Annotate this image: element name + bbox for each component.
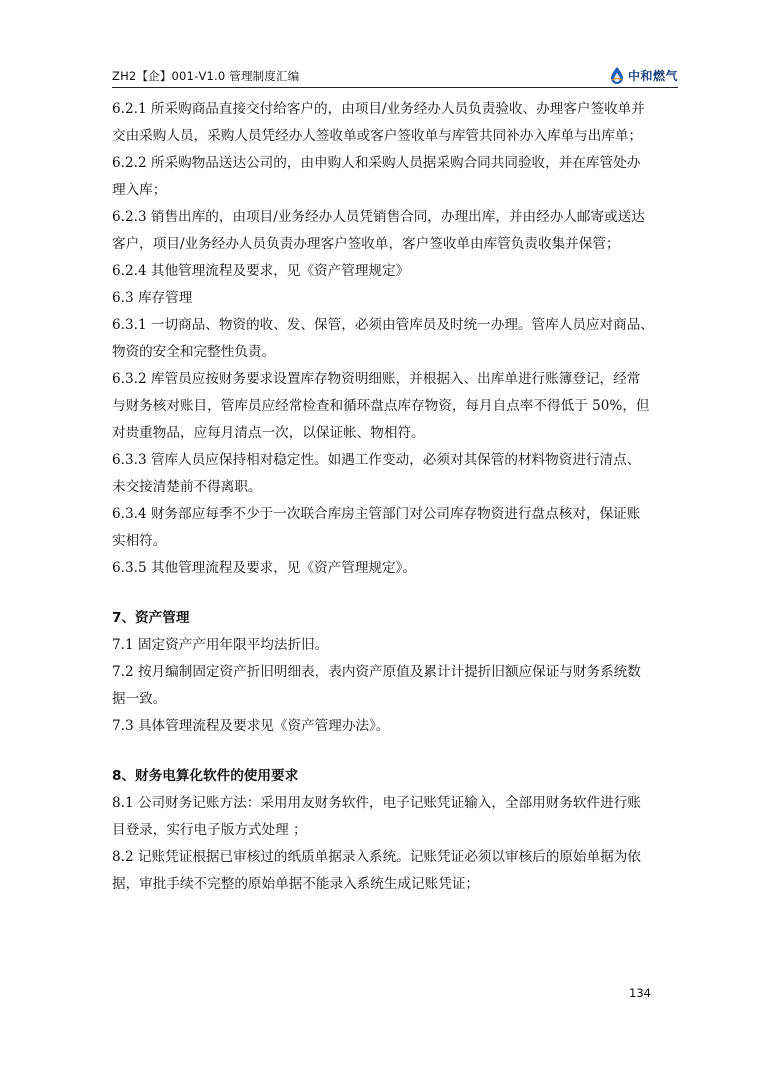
paragraph-line: 6.3.5 其他管理流程及要求，见《资产管理规定》。: [112, 560, 416, 576]
paragraph-line: 7.2 按月编制固定资产折旧明细表，表内资产原值及累计计提折旧额应保证与财务系统数: [112, 664, 641, 680]
paragraph-line: 6.2.3 销售出库的，由项目/业务经办人员凭销售合同，办理出库，并由经办人邮寄或送达: [112, 209, 645, 225]
paragraph-line: 据，审批手续不完整的原始单据不能录入系统生成记账凭证；: [112, 876, 480, 892]
paragraph-line: 实相符。: [112, 533, 167, 549]
paragraph-line: 6.2.1 所采购商品直接交付给客户的，由项目/业务经办人员负责验收、办理客户签收单并: [112, 101, 645, 117]
paragraph-line: 交由采购人员，采购人员凭经办人签收单或客户签收单与库管共同补办入库单与出库单；: [112, 128, 643, 144]
paragraph-line: 对贵重物品，应每月清点一次，以保证帐、物相符。: [112, 425, 425, 441]
section-spacer: [112, 740, 652, 763]
header-divider: [112, 87, 678, 88]
paragraph-line: 6.3.2 库管员应按财务要求设置库存物资明细账，并根据入、出库单进行账簿登记，经常: [112, 371, 641, 387]
company-logo: [609, 66, 678, 84]
paragraph-line: 未交接清楚前不得离职。: [112, 479, 262, 495]
paragraph-line: 与财务核对账目，管库员应经常检查和循环盘点库存物资，每月自点率不得低于 50%，但: [112, 398, 650, 414]
paragraph-line: 客户，项目/业务经办人员负责办理客户签收单，客户签收单由库管负责收集并保管；: [112, 236, 620, 252]
paragraph-line: 8.2 记账凭证根据已审核过的纸质单据录入系统。记账凭证必须以审核后的原始单据为依: [112, 849, 641, 865]
paragraph-line: 6.2.2 所采购物品送达公司的，由申购人和采购人员据采购合同共同验收，并在库管处办: [112, 155, 641, 171]
document-body: [112, 96, 652, 898]
logo-text: 中和燃气: [627, 68, 678, 83]
section-heading-assets: 7、资产管理: [112, 610, 190, 626]
paragraph-line: 8.1 公司财务记账方法：采用用友财务软件，电子记账凭证输入，全部用财务软件进行账: [112, 795, 641, 811]
flame-drop-icon: [609, 66, 625, 84]
section-spacer: [112, 582, 652, 605]
document-title: ZH2【企】001-V1.0 管理制度汇编: [112, 69, 300, 83]
page-number: 134: [629, 986, 651, 1000]
paragraph-line: 6.3.1 一切商品、物资的收、发、保管，必须由管库员及时统一办理。管库人员应对商品、: [112, 317, 654, 333]
page-header: [112, 62, 678, 88]
paragraph-line: 6.2.4 其他管理流程及要求，见《资产管理规定》: [112, 263, 410, 279]
paragraph-line: 7.3 具体管理流程及要求见《资产管理办法》。: [112, 718, 390, 734]
paragraph-line: 目登录，实行电子版方式处理 ；: [112, 822, 307, 838]
subsection-heading: 6.3 库存管理: [112, 290, 193, 306]
paragraph-line: 6.3.4 财务部应每季不少于一次联合库房主管部门对公司库存物资进行盘点核对，保证账: [112, 506, 641, 522]
section-heading-software: 8、财务电算化软件的使用要求: [112, 768, 299, 784]
paragraph-line: 6.3.3 管库人员应保持相对稳定性。如遇工作变动，必须对其保管的材料物资进行清点、: [112, 452, 641, 468]
paragraph-line: 7.1 固定资产产用年限平均法折旧。: [112, 637, 329, 653]
paragraph-line: 据一致。: [112, 691, 167, 707]
paragraph-line: 物资的安全和完整性负责。: [112, 344, 276, 360]
paragraph-line: 理入库；: [112, 182, 167, 198]
